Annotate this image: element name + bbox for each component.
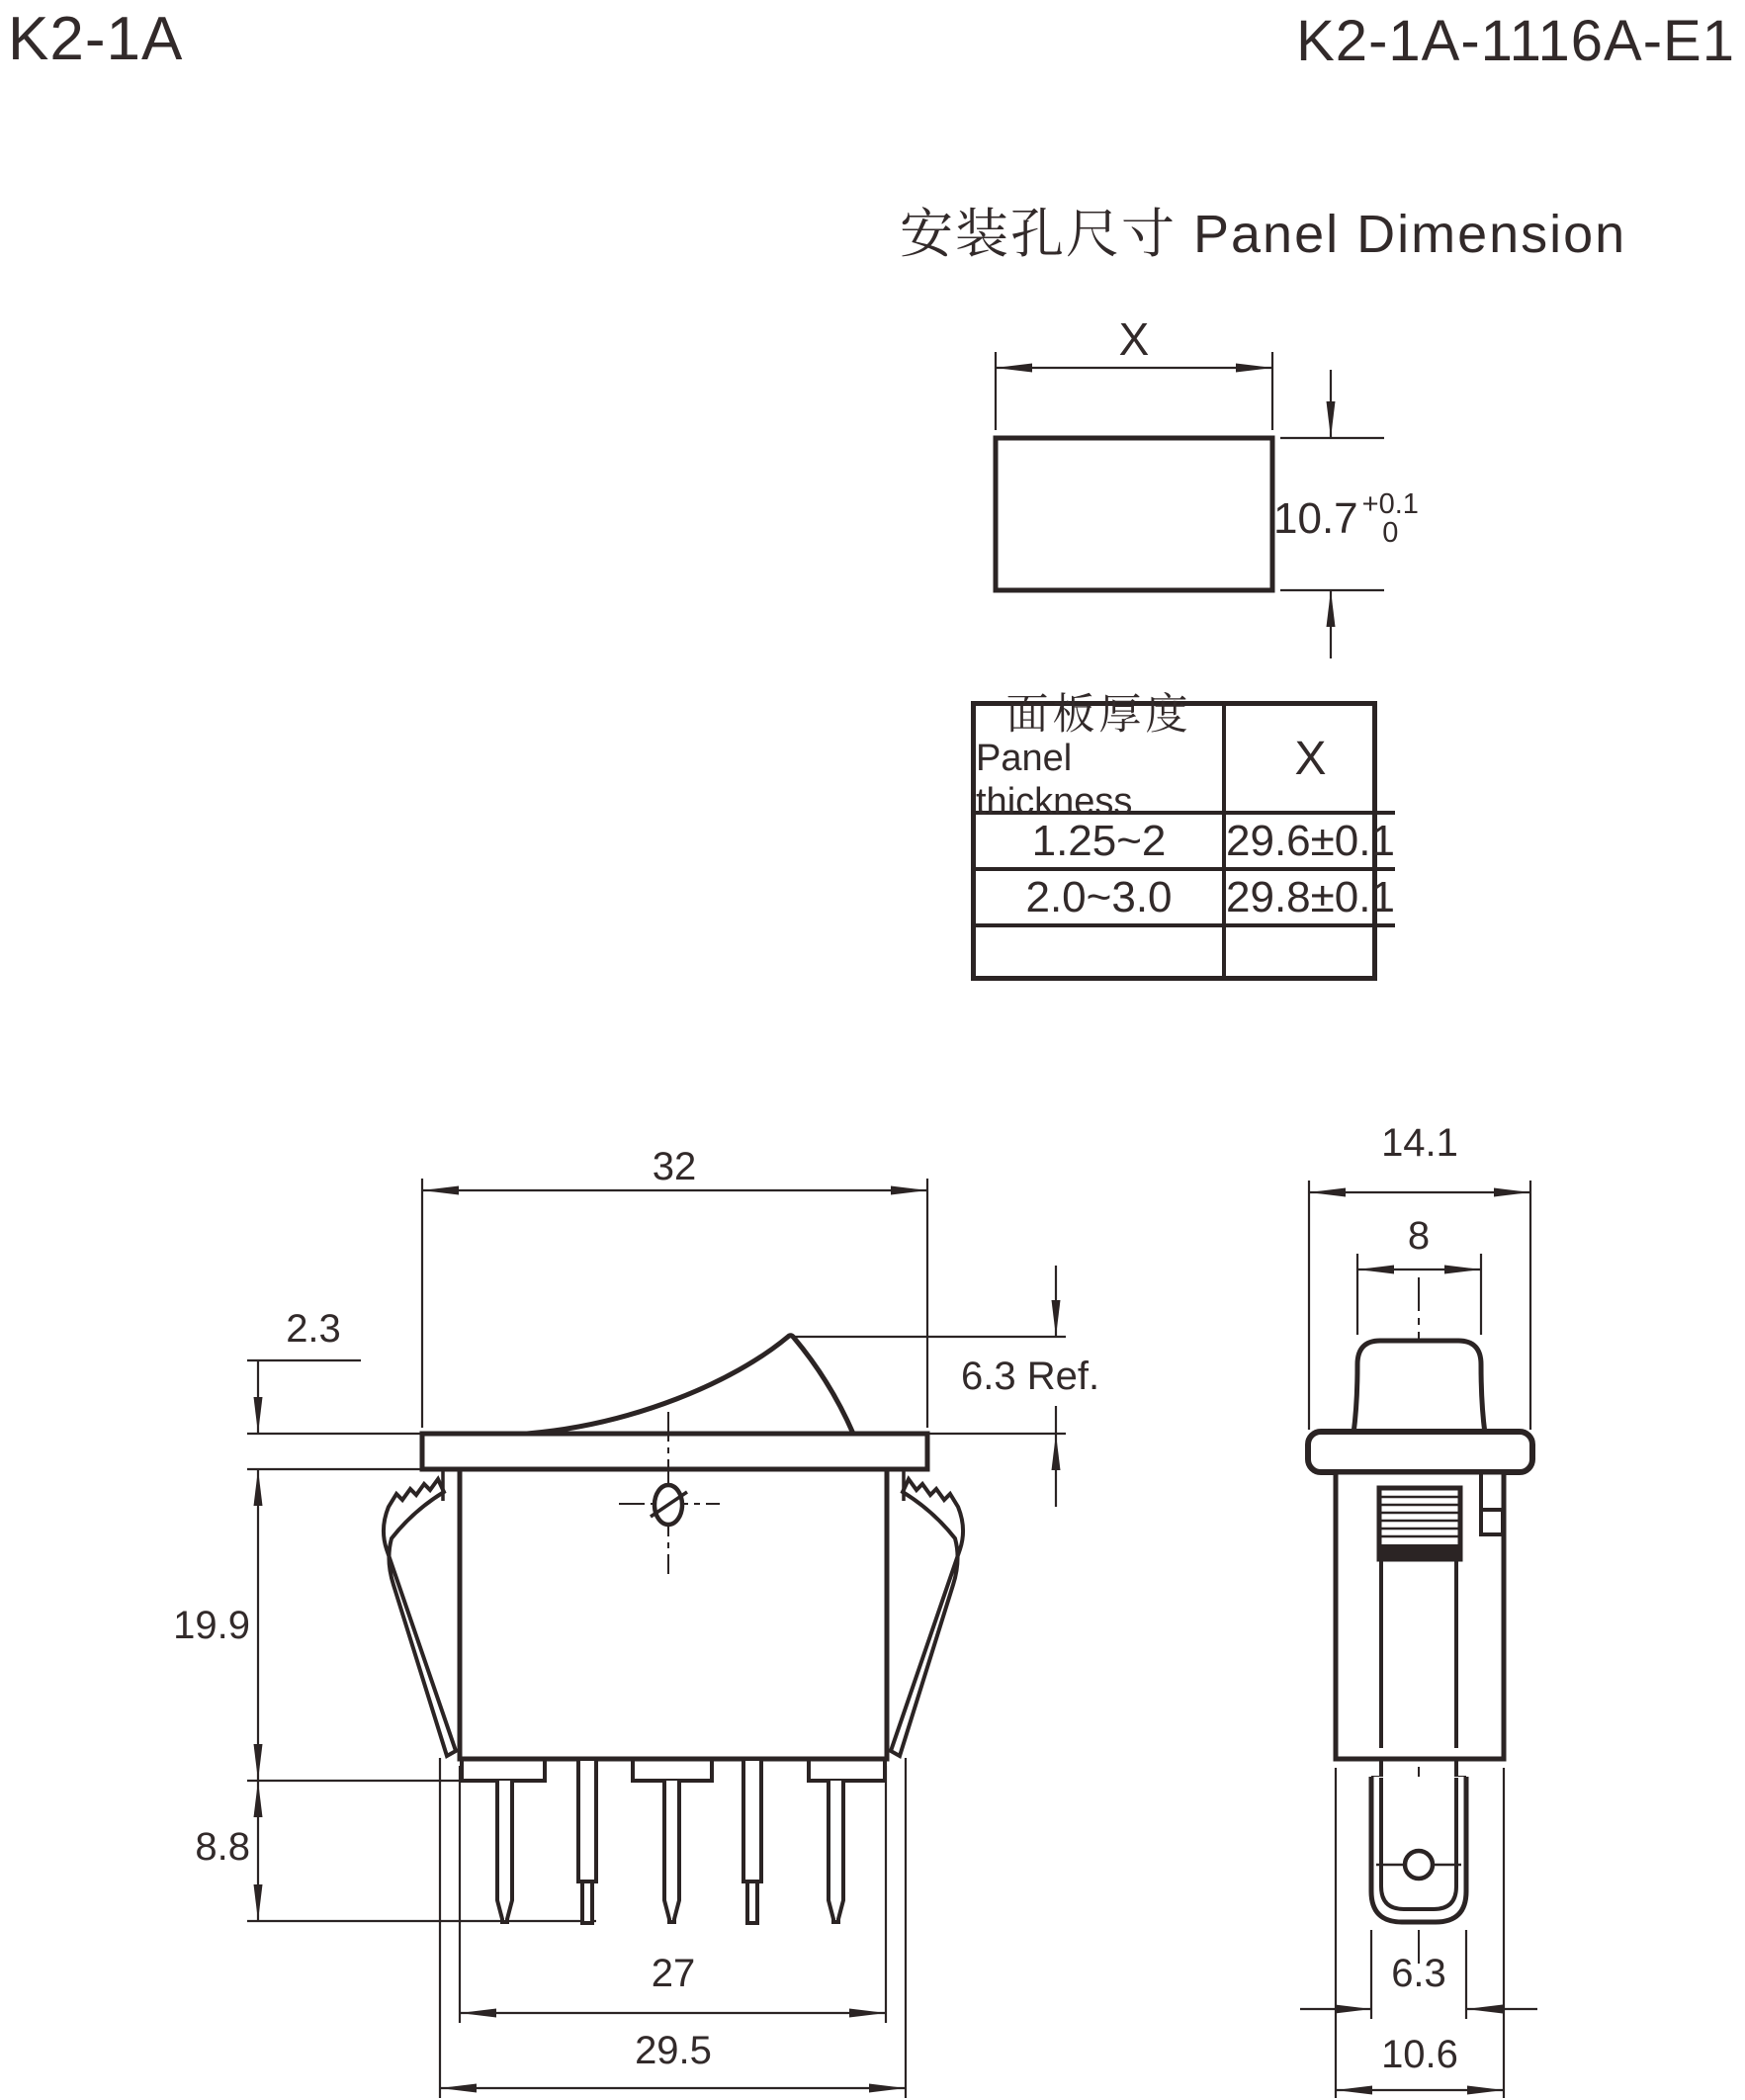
- table-header-x: X: [1226, 706, 1395, 815]
- dim-label-32: 32: [652, 1145, 697, 1188]
- front-bezel-flange: [1308, 1432, 1532, 1472]
- table-row1-thickness: 1.25~2: [976, 815, 1226, 871]
- table-row2-x: 29.8±0.1: [1226, 871, 1395, 927]
- table-header-thickness-en: Panel thickness: [976, 737, 1133, 823]
- mounting-clip-right: [891, 1479, 963, 1756]
- dim-label-2-3: 2.3: [286, 1307, 341, 1351]
- panel-height-label: [1273, 490, 1419, 548]
- side-bezel-flange: [422, 1434, 927, 1469]
- dim-label-29-5: 29.5: [635, 2029, 712, 2072]
- table-row1-x: 29.6±0.1: [1226, 815, 1395, 871]
- table-row3-x: [1226, 927, 1395, 976]
- pin-3: [664, 1781, 679, 1922]
- front-rocker-knob: [1353, 1341, 1485, 1434]
- dim-label-27: 27: [651, 1952, 696, 1995]
- part-number: K2-1A-1116A-E1: [1296, 9, 1735, 73]
- bezel-extension-lines: [247, 1434, 422, 1469]
- dim-label-10-6: 10.6: [1381, 2033, 1458, 2076]
- pin-1: [497, 1781, 512, 1922]
- panel-dimension-heading: 安装孔尺寸 Panel Dimension: [900, 205, 1627, 264]
- front-terminal: [1371, 1759, 1466, 1922]
- panel-height-tolerance: [1362, 490, 1419, 548]
- dim-label-19-9: 19.9: [173, 1604, 250, 1647]
- dim-label-8-8: 8.8: [195, 1825, 250, 1869]
- dim-label-14-1: 14.1: [1381, 1121, 1458, 1165]
- terminal-hole: [1405, 1851, 1433, 1879]
- pin-2: [578, 1759, 596, 1923]
- shoulder-tab-right: [809, 1759, 885, 1781]
- dim-label-8: 8: [1407, 1214, 1431, 1258]
- table-header-thickness: [976, 690, 1226, 823]
- page-title-model: K2-1A: [8, 5, 184, 73]
- dim-label-6-3-front: 6.3: [1391, 1952, 1446, 1995]
- panel-x-label: X: [1118, 313, 1150, 365]
- side-width-extension-lines: [422, 1179, 927, 1428]
- dim-label-6-3-ref: 6.3 Ref.: [961, 1355, 1100, 1398]
- table-row2-thickness: 2.0~3.0: [976, 871, 1226, 927]
- pin-5: [829, 1781, 843, 1922]
- panel-cutout-rect: [996, 438, 1272, 590]
- pin-4: [743, 1759, 761, 1923]
- front-body-case: [1336, 1472, 1504, 1759]
- table-row3-thickness: [976, 927, 1226, 976]
- panel-height-value: 10.7: [1273, 494, 1358, 543]
- panel-thickness-table: [971, 690, 1395, 981]
- table-header-thickness-cn: 面板厚度: [1005, 690, 1192, 739]
- mounting-clip-left: [384, 1479, 456, 1756]
- tolerance-upper: +0.1: [1361, 488, 1419, 520]
- tolerance-lower: 0: [1382, 517, 1399, 549]
- shoulder-tab-left: [462, 1759, 545, 1781]
- shoulder-tab-middle: [633, 1759, 712, 1781]
- rocker-actuator-profile: [527, 1336, 853, 1434]
